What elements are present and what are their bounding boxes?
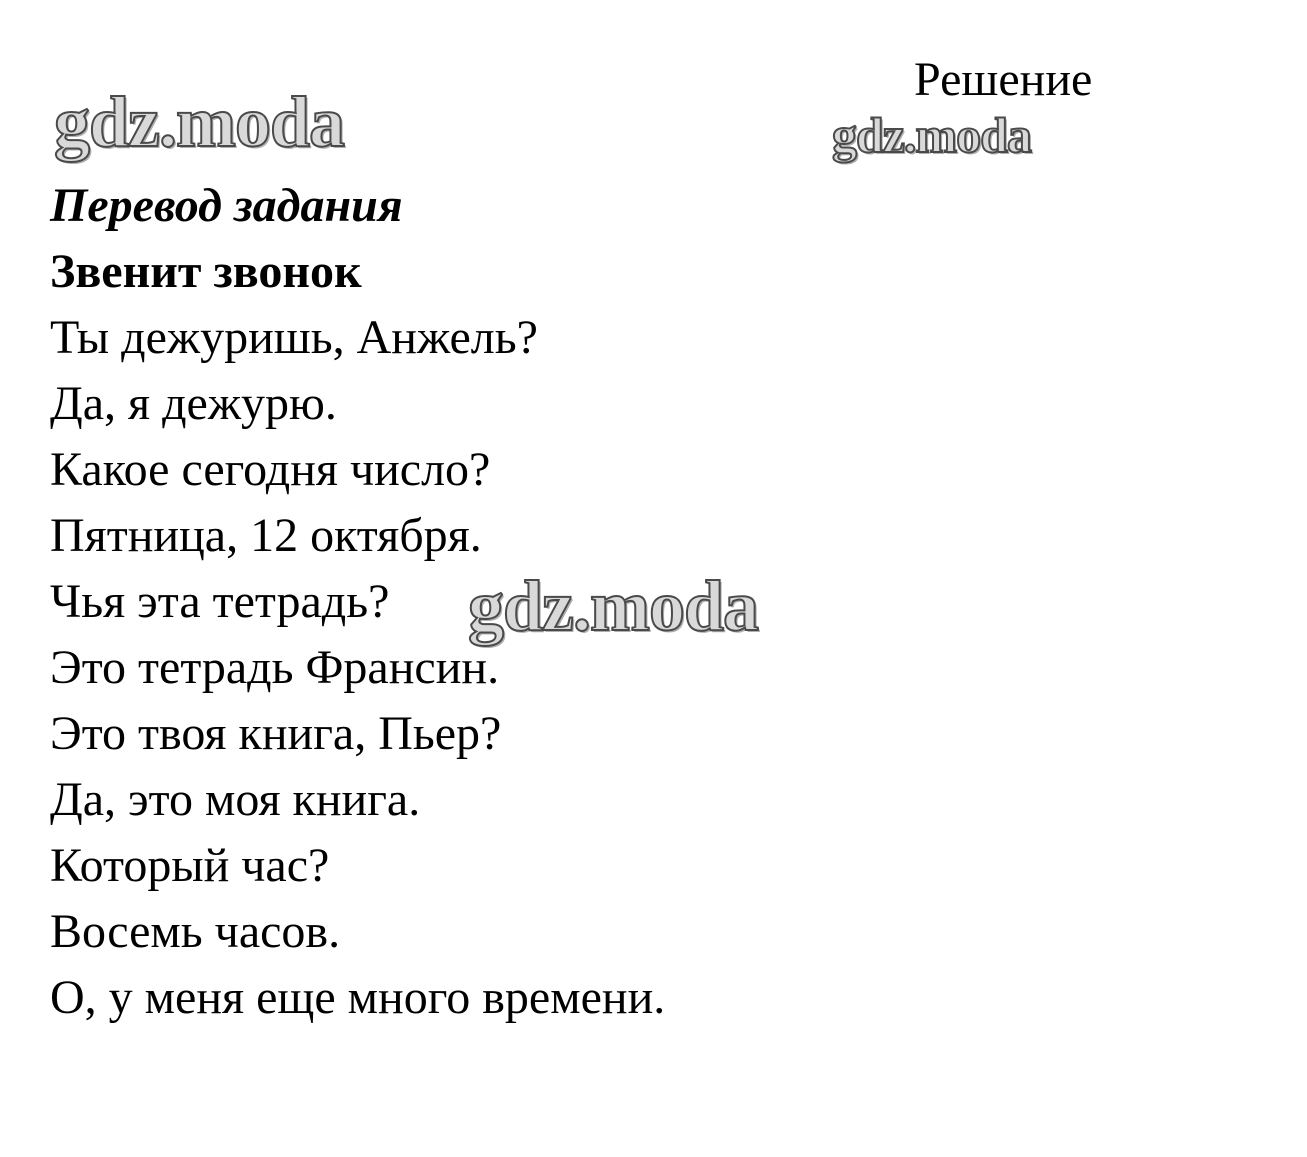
text-line: Ты дежуришь, Анжель? — [50, 311, 538, 364]
text-line: Да, это моя книга. — [50, 773, 421, 826]
text-line: Чья эта тетрадь? — [50, 575, 390, 628]
text-line: Который час? — [50, 839, 330, 892]
text-line: Это тетрадь Франсин. — [50, 641, 500, 694]
heading: Перевод задания — [50, 179, 403, 232]
text-line: О, у меня еще много времени. — [50, 971, 666, 1024]
text-line: Да, я дежурю. — [50, 377, 337, 430]
solution-label: Решение — [914, 53, 1093, 106]
text-line: Восемь часов. — [50, 905, 341, 958]
watermark-logo: gdz.moda — [468, 566, 759, 646]
text-line: Пятница, 12 октября. — [50, 509, 482, 562]
watermark-logo: gdz.moda — [54, 82, 345, 162]
text-line: Это твоя книга, Пьер? — [50, 707, 502, 760]
watermark-logo: gdz.moda — [832, 107, 1031, 163]
subheading: Звенит звонок — [50, 245, 362, 298]
text-line: Какое сегодня число? — [50, 443, 491, 496]
